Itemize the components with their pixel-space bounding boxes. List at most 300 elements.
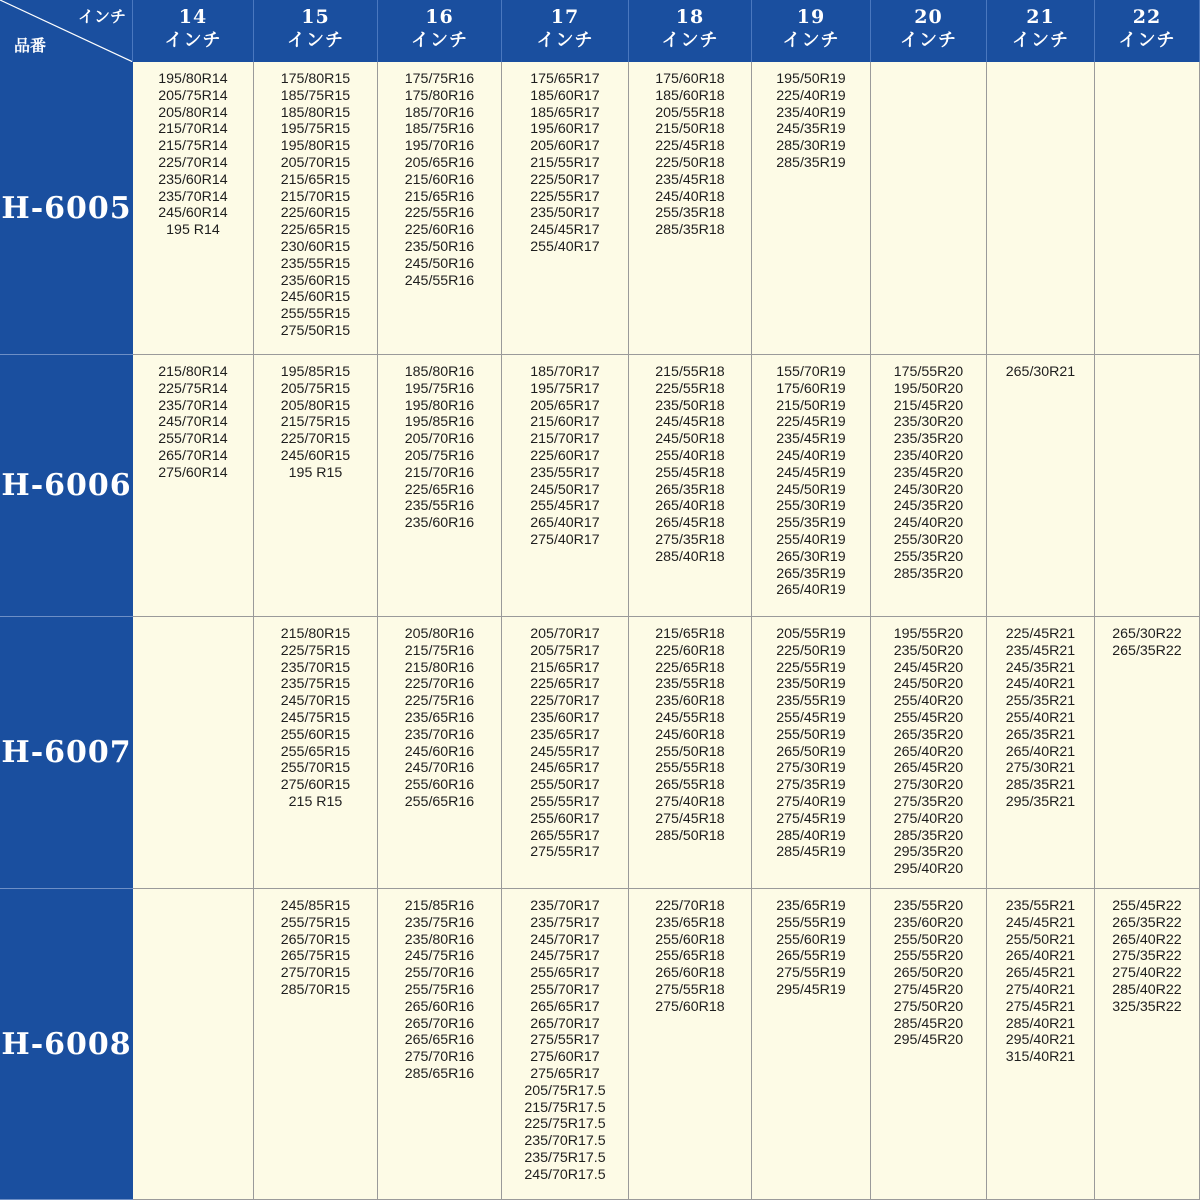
row-header-h-6006: H-6006 [0,355,133,617]
tire-size-entry: 235/45R19 [776,431,846,448]
tire-size-entry: 235/55R20 [893,898,964,914]
tire-size-entry: 245/40R21 [1005,676,1076,693]
tire-size-entry: 235/75R17.5 [524,1149,606,1166]
tire-size-entry: 255/45R17 [530,498,600,515]
tire-size-entry: 245/55R18 [655,709,725,726]
tire-size-entry: 225/60R18 [655,642,725,659]
tire-size-entry: 245/50R20 [893,676,964,693]
tire-size-entry: 265/45R18 [655,515,725,532]
size-cell-h-6006-22in [1095,355,1200,617]
tire-size-entry: 245/85R15 [280,898,351,914]
column-size-number: 21 [1026,6,1055,28]
tire-size-entry: 205/70R16 [404,431,475,448]
tire-size-entry: 215/65R16 [404,188,475,205]
tire-size-entry: 175/75R16 [404,71,475,87]
column-unit-label: インチ [411,30,468,51]
row-header-h-6007: H-6007 [0,617,133,889]
tire-size-entry: 255/45R18 [655,464,725,481]
tire-size-entry: 255/30R20 [893,531,964,548]
column-size-number: 20 [914,6,943,28]
tire-size-entry: 265/40R21 [1005,948,1076,965]
tire-size-entry: 235/40R20 [893,447,964,464]
tire-size-entry: 275/35R19 [776,777,846,794]
tire-size-entry: 265/35R19 [776,565,846,582]
tire-size-entry: 225/60R16 [404,222,475,239]
tire-size-entry: 195/85R16 [404,414,475,431]
tire-size-entry: 175/60R18 [655,71,725,87]
tire-size-entry: 265/75R15 [280,948,351,965]
tire-size-entry: 265/40R21 [1005,743,1076,760]
tire-size-entry: 205/75R16 [404,447,475,464]
tire-size-entry: 275/60R17 [530,1049,600,1066]
tire-size-entry: 265/50R20 [893,965,964,982]
tire-size-entry: 275/50R20 [893,998,964,1015]
tire-size-entry: 195/55R20 [893,626,964,642]
size-cell-h-6008-20in [871,889,987,1200]
tire-size-entry: 285/50R18 [655,827,725,844]
tire-size-entry: 235/60R18 [655,693,725,710]
tire-size-entry: 205/75R17 [530,642,600,659]
tire-size-entry: 195/80R14 [158,71,228,87]
tire-size-entry: 315/40R21 [1005,1049,1076,1066]
tire-size-entry: 215 R15 [288,793,343,810]
size-cell-h-6007-20in [871,617,987,889]
size-cell-h-6008-21in [987,889,1095,1200]
tire-size-entry: 275/70R15 [280,965,351,982]
tire-size-entry: 255/70R15 [280,760,351,777]
size-cell-h-6008-16in [378,889,502,1200]
tire-size-entry: 275/35R22 [1112,948,1182,965]
column-header-19-inch [752,0,871,62]
tire-size-entry: 215/50R19 [776,397,846,414]
tire-size-entry: 185/80R16 [404,364,475,380]
tire-size-entry: 275/55R19 [776,965,846,982]
tire-size-entry: 245/50R19 [776,481,846,498]
tire-size-entry: 195/60R17 [530,121,600,138]
size-cell-h-6005-18in [629,62,752,355]
tire-size-entry: 275/45R21 [1005,998,1076,1015]
tire-size-entry: 235/50R20 [893,642,964,659]
tire-size-entry: 245/55R16 [404,272,475,289]
tire-size-entry: 285/45R19 [776,844,846,861]
column-unit-label: インチ [782,30,840,51]
tire-size-entry: 275/45R19 [776,810,846,827]
tire-size-entry: 275/55R18 [655,981,725,998]
tire-size-entry: 235/65R18 [655,914,725,931]
tire-size-entry: 235/35R20 [893,431,964,448]
tire-size-entry: 235/50R19 [776,676,846,693]
tire-size-entry: 235/60R17 [530,709,600,726]
tire-size-entry: 255/65R16 [404,793,475,810]
tire-size-entry: 230/60R15 [280,238,351,255]
tire-size-entry: 295/35R21 [1005,793,1076,810]
row-header-h-6005: H-6005 [0,62,133,355]
tire-size-entry: 245/50R18 [655,431,725,448]
tire-size-entry: 185/75R15 [280,87,351,104]
size-cell-h-6007-16in [378,617,502,889]
tire-size-entry: 275/45R18 [655,810,725,827]
tire-size-entry: 195/50R19 [776,71,846,87]
tire-size-entry: 285/65R16 [404,1065,475,1082]
tire-size-entry: 265/30R22 [1112,626,1182,642]
tire-size-entry: 215/70R15 [280,188,351,205]
tire-size-entry: 245/70R17 [530,931,600,948]
tire-size-entry: 285/70R15 [280,981,351,998]
tire-size-entry: 185/60R18 [655,87,725,104]
tire-size-entry: 225/45R19 [776,414,846,431]
tire-size-entry: 235/55R21 [1005,898,1076,914]
tire-size-entry: 215/75R14 [158,138,228,155]
tire-size-entry: 215/60R17 [530,414,600,431]
tire-size-entry: 265/60R18 [655,965,725,982]
tire-size-entry: 215/75R15 [280,414,351,431]
tire-size-entry: 215/65R18 [655,626,725,642]
tire-size-entry: 215/70R16 [404,464,475,481]
size-cell-h-6005-15in [254,62,378,355]
tire-size-entry: 275/30R19 [776,760,846,777]
tire-size-entry: 255/45R20 [893,709,964,726]
corner-header-cell [0,0,133,62]
tire-size-entry: 255/50R17 [530,777,600,794]
column-header-20-inch [871,0,987,62]
tire-size-entry: 235/60R15 [280,272,351,289]
tire-size-entry: 245/50R17 [530,481,600,498]
tire-size-entry: 225/65R18 [655,659,725,676]
size-cell-h-6008-19in [752,889,871,1200]
tire-size-entry: 225/65R15 [280,222,351,239]
tire-size-entry: 225/65R16 [404,481,475,498]
tire-size-entry: 265/70R14 [158,447,228,464]
tire-size-entry: 245/45R18 [655,414,725,431]
tire-size-entry: 245/35R20 [893,498,964,515]
tire-size-entry: 235/45R20 [893,464,964,481]
tire-size-entry: 245/45R19 [776,464,846,481]
tire-size-entry: 265/30R21 [1005,364,1076,380]
tire-size-entry: 225/55R16 [404,205,475,222]
size-cell-h-6007-18in [629,617,752,889]
size-cell-h-6006-21in [987,355,1095,617]
tire-size-entry: 265/55R17 [530,827,600,844]
tire-size-entry: 265/35R18 [655,481,725,498]
size-cell-h-6006-17in [502,355,629,617]
tire-size-entry: 235/55R17 [530,464,600,481]
tire-size-entry: 265/55R19 [776,948,846,965]
size-cell-h-6008-14in [133,889,254,1200]
tire-size-entry: 255/55R17 [530,793,600,810]
tire-size-entry: 235/50R18 [655,397,725,414]
size-cell-h-6008-18in [629,889,752,1200]
tire-size-entry: 255/65R18 [655,948,725,965]
tire-size-entry: 245/70R16 [404,760,475,777]
tire-size-entry: 185/70R16 [404,104,475,121]
tire-size-entry: 245/70R15 [280,693,351,710]
column-size-number: 18 [675,6,705,28]
tire-size-entry: 235/65R17 [530,726,600,743]
size-cell-h-6006-19in [752,355,871,617]
column-unit-label: インチ [1118,30,1176,51]
tire-size-entry: 285/40R19 [776,827,846,844]
tire-size-entry: 225/55R17 [530,188,600,205]
tire-size-entry: 155/70R19 [776,364,846,380]
tire-size-entry: 225/70R17 [530,693,600,710]
tire-size-entry: 245/75R17 [530,948,600,965]
size-cell-h-6005-20in [871,62,987,355]
tire-size-entry: 225/70R15 [280,431,351,448]
size-cell-h-6006-14in [133,355,254,617]
tire-size-entry: 235/70R14 [158,188,228,205]
tire-size-entry: 255/30R19 [776,498,846,515]
tire-size-entry: 255/70R14 [158,431,228,448]
tire-size-entry: 245/55R17 [530,743,600,760]
tire-size-entry: 285/40R21 [1005,1015,1076,1032]
tire-size-entry: 275/55R17 [530,1032,600,1049]
tire-size-entry: 255/35R21 [1005,693,1076,710]
tire-size-entry: 245/70R17.5 [524,1166,606,1183]
tire-size-entry: 265/35R21 [1005,726,1076,743]
size-cell-h-6005-19in [752,62,871,355]
tire-size-entry: 175/80R15 [280,71,351,87]
tire-size-entry: 235/80R16 [404,931,475,948]
column-unit-label: インチ [536,30,594,51]
tire-size-entry: 275/60R18 [655,998,725,1015]
tire-size-entry: 265/45R21 [1005,965,1076,982]
tire-size-entry: 235/55R19 [776,693,846,710]
tire-size-entry: 205/55R18 [655,104,725,121]
tire-size-entry: 185/75R16 [404,121,475,138]
column-size-number: 14 [178,6,208,28]
tire-size-entry: 295/40R20 [893,861,964,878]
tire-size-entry: 175/60R19 [776,380,846,397]
tire-size-entry: 225/50R18 [655,154,725,171]
column-size-number: 17 [550,6,580,28]
tire-size-entry: 225/75R16 [404,693,475,710]
tire-size-entry: 255/35R20 [893,548,964,565]
tire-size-entry: 265/65R17 [530,998,600,1015]
corner-model-label: 品番 [14,36,47,55]
tire-size-entry: 265/40R17 [530,515,600,532]
tire-size-entry: 225/60R17 [530,447,600,464]
tire-size-entry: 215/60R16 [404,171,475,188]
column-unit-label: インチ [900,30,957,51]
tire-size-entry: 215/80R15 [280,626,351,642]
tire-size-entry: 205/60R17 [530,138,600,155]
tire-size-entry: 215/85R16 [404,898,475,914]
tire-size-entry: 275/40R18 [655,793,725,810]
tire-size-entry: 245/40R20 [893,515,964,532]
tire-size-entry: 215/80R14 [158,364,228,380]
tire-size-entry: 245/35R21 [1005,659,1076,676]
tire-size-entry: 205/80R15 [280,397,351,414]
tire-size-entry: 265/70R17 [530,1015,600,1032]
tire-size-entry: 195/70R16 [404,138,475,155]
tire-size-entry: 175/55R20 [893,364,964,380]
tire-size-entry: 255/40R20 [893,693,964,710]
size-cell-h-6008-22in [1095,889,1200,1200]
tire-size-entry: 235/75R16 [404,914,475,931]
tire-size-entry: 255/60R19 [776,931,846,948]
tire-size-entry: 295/45R19 [776,981,846,998]
tire-size-entry: 255/40R19 [776,531,846,548]
tire-size-entry: 245/35R19 [776,121,846,138]
tire-size-entry: 285/40R22 [1112,981,1182,998]
tire-size-entry: 265/35R22 [1112,642,1182,659]
tire-size-entry: 225/50R17 [530,171,600,188]
tire-size-entry: 235/75R15 [280,676,351,693]
tire-size-entry: 195 R14 [166,222,220,239]
tire-size-entry: 285/35R18 [655,222,725,239]
tire-size-entry: 205/65R17 [530,397,600,414]
column-unit-label: インチ [1012,30,1069,51]
tire-size-entry: 215/70R14 [158,121,228,138]
tire-size-entry: 265/40R19 [776,582,846,599]
row-header-h-6008: H-6008 [0,889,133,1200]
tire-size-entry: 265/40R18 [655,498,725,515]
tire-size-entry: 255/65R15 [280,743,351,760]
tire-size-entry: 195/85R15 [280,364,351,380]
tire-size-entry: 285/35R20 [893,827,964,844]
tire-size-entry: 295/35R20 [893,844,964,861]
size-cell-h-6006-16in [378,355,502,617]
tire-size-entry: 285/35R19 [776,154,846,171]
tire-size-entry: 225/65R17 [530,676,600,693]
tire-size-entry: 275/40R20 [893,810,964,827]
tire-size-entry: 255/40R17 [530,238,600,255]
tire-size-entry: 265/35R22 [1112,914,1182,931]
tire-size-entry: 245/65R17 [530,760,600,777]
tire-size-entry: 205/65R16 [404,154,475,171]
size-cell-h-6005-17in [502,62,629,355]
tire-size-entry: 195/80R16 [404,397,475,414]
tire-size-entry: 285/45R20 [893,1015,964,1032]
tire-size-entry: 235/45R18 [655,171,725,188]
tire-size-entry: 235/60R20 [893,914,964,931]
size-cell-h-6008-15in [254,889,378,1200]
tire-size-entry: 235/50R16 [404,238,475,255]
tire-size-entry: 205/80R16 [404,626,475,642]
tire-size-entry: 235/70R17.5 [524,1133,606,1150]
tire-size-entry: 245/45R21 [1005,914,1076,931]
column-header-22-inch [1095,0,1200,62]
tire-size-entry: 255/40R21 [1005,709,1076,726]
tire-size-entry: 285/35R21 [1005,777,1076,794]
column-size-number: 19 [796,6,826,28]
tire-size-entry: 245/60R18 [655,726,725,743]
column-unit-label: インチ [661,30,719,51]
size-cell-h-6006-18in [629,355,752,617]
column-unit-label: インチ [287,30,344,51]
tire-size-entry: 205/80R14 [158,104,228,121]
tire-size-entry: 255/50R18 [655,743,725,760]
tire-size-entry: 265/60R16 [404,998,475,1015]
tire-size-entry: 245/70R14 [158,414,228,431]
tire-size-entry: 285/30R19 [776,138,846,155]
column-header-17-inch [502,0,629,62]
tire-size-entry: 235/40R19 [776,104,846,121]
tire-size-entry: 245/45R20 [893,659,964,676]
tire-size-entry: 235/70R16 [404,726,475,743]
tire-size-entry: 215/70R17 [530,431,600,448]
tire-size-entry: 255/75R15 [280,914,351,931]
tire-size-entry: 235/60R14 [158,171,228,188]
tire-size-entry: 265/65R16 [404,1032,475,1049]
tire-size-entry: 275/40R19 [776,793,846,810]
tire-size-entry: 255/35R18 [655,205,725,222]
tire-size-entry: 245/60R15 [280,289,351,306]
tire-size-entry: 225/70R14 [158,154,228,171]
tire-size-entry: 235/50R17 [530,205,600,222]
column-size-number: 15 [301,6,330,28]
tire-size-entry: 265/40R22 [1112,931,1182,948]
tire-size-entry: 205/75R15 [280,380,351,397]
tire-size-entry: 205/70R15 [280,154,351,171]
tire-size-entry: 215/55R17 [530,154,600,171]
tire-size-entry: 215/45R20 [893,397,964,414]
tire-size-entry: 265/70R16 [404,1015,475,1032]
tire-size-entry: 245/40R18 [655,188,725,205]
tire-size-entry: 245/60R14 [158,205,228,222]
tire-size-entry: 235/45R21 [1005,642,1076,659]
tire-size-entry: 235/70R14 [158,397,228,414]
corner-inch-label: インチ [77,7,126,26]
tire-size-entry: 255/35R19 [776,515,846,532]
tire-size-entry: 275/60R15 [280,777,351,794]
column-size-number: 22 [1132,6,1162,28]
tire-size-entry: 255/60R16 [404,777,475,794]
column-unit-label: インチ [164,30,222,51]
tire-size-entry: 175/65R17 [530,71,600,87]
tire-size-entry: 265/40R20 [893,743,964,760]
tire-size-entry: 295/45R20 [893,1032,964,1049]
tire-size-entry: 225/70R16 [404,676,475,693]
tire-size-entry: 235/60R16 [404,515,475,532]
tire-size-entry: 185/65R17 [530,104,600,121]
tire-size-entry: 235/65R16 [404,709,475,726]
column-header-16-inch [378,0,502,62]
tire-size-entry: 225/75R15 [280,642,351,659]
size-cell-h-6005-22in [1095,62,1200,355]
tire-size-entry: 225/55R19 [776,659,846,676]
tire-size-entry: 265/35R20 [893,726,964,743]
tire-size-entry: 215/65R15 [280,171,351,188]
tire-size-entry: 255/40R18 [655,447,725,464]
tire-size-entry: 275/50R15 [280,322,351,339]
tire-size-entry: 245/40R19 [776,447,846,464]
tire-size-entry: 265/30R19 [776,548,846,565]
tire-size-entry: 255/60R15 [280,726,351,743]
tire-size-entry: 255/65R17 [530,965,600,982]
tire-size-entry: 255/45R22 [1112,898,1182,914]
tire-size-entry: 255/60R18 [655,931,725,948]
tire-size-entry: 185/60R17 [530,87,600,104]
size-cell-h-6006-15in [254,355,378,617]
tire-size-entry: 215/50R18 [655,121,725,138]
tire-size-entry: 225/50R19 [776,642,846,659]
tire-size-entry: 245/45R17 [530,222,600,239]
tire-size-entry: 325/35R22 [1112,998,1182,1015]
tire-size-entry: 235/55R18 [655,676,725,693]
size-cell-h-6007-15in [254,617,378,889]
tire-size-entry: 215/75R17.5 [524,1099,606,1116]
tire-size-entry: 235/55R16 [404,498,475,515]
tire-size-entry: 275/70R16 [404,1049,475,1066]
tire-size-entry: 235/55R15 [280,255,351,272]
tire-size-entry: 225/75R17.5 [524,1116,606,1133]
tire-size-entry: 235/70R17 [530,898,600,914]
tire-size-entry: 205/55R19 [776,626,846,642]
tire-size-entry: 215/80R16 [404,659,475,676]
tire-size-entry: 255/50R20 [893,931,964,948]
size-cell-h-6007-21in [987,617,1095,889]
